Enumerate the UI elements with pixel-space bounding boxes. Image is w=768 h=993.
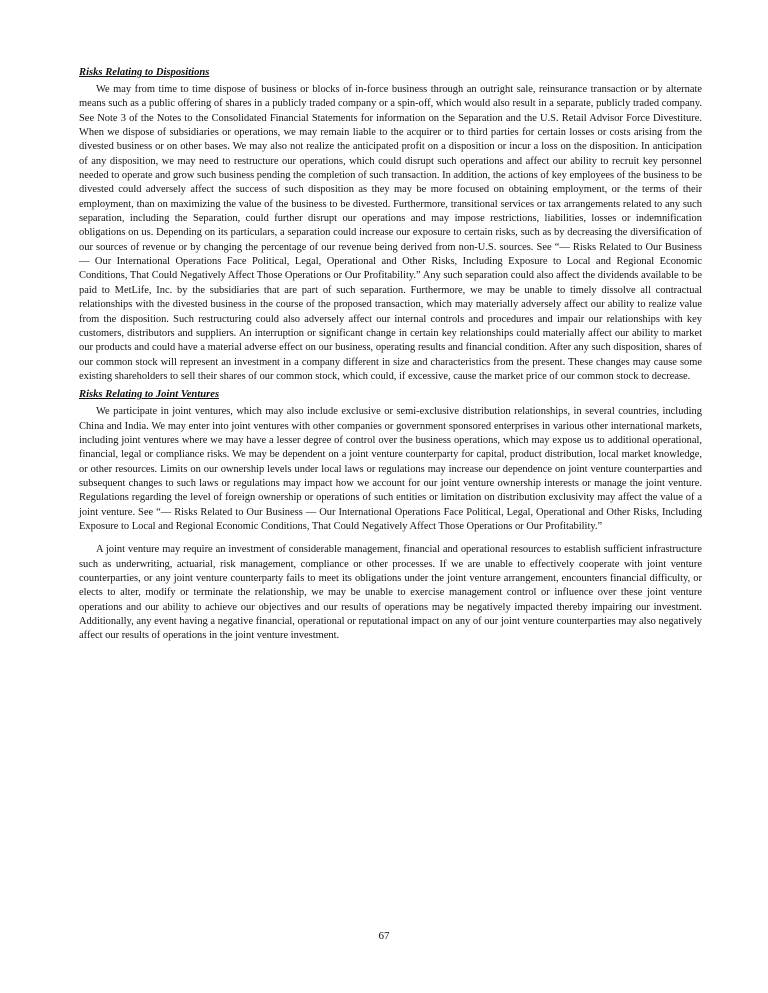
- section-heading-dispositions: Risks Relating to Dispositions: [79, 67, 210, 78]
- page-number: 67: [378, 930, 390, 942]
- section-heading-joint-ventures: Risks Relating to Joint Ventures: [79, 389, 220, 401]
- paragraph-dispositions: We may from time to time dispose of business or blocks of in-force business through an outright sale, reinsurance transaction or by alternate means such as a public offering of shares in a publicly traded company or a spin-off, which would also result in a separate, publicly traded company. See Note 3 of the Notes to the Consolidated Financial Statements for information on the Separation and the U.S. Retail Advisor Force Divestiture. When we dispose of subsidiaries or operations, we may remain liable to the acquirer or to third parties for certain losses or costs arising from the divested business or on other bases. We may also not realize the anticipated profit on a disposition or incur a loss on the disposition. In anticipation of any disposition, we may need to restructure our operations, which could disrupt such operations and affect our ability to recruit key personnel needed to operate and grow such business pending the completion of such transaction. In addition, the actions of key employees of the business to be divested could adversely affect the success of such disposition as they may be more focused on obtaining employment, or the terms of their employment, than on maximizing the value of the business to be divested. Furthermore, transitional services or tax arrangements related to any such separation, including the Separation, could further disrupt our operations and may impose restrictions, liabilities, losses or indemnification obligations on us. Depending on its particulars, a separation could increase our exposure to certain risks, such as by decreasing the diversification of our sources of revenue or by changing the percentage of our revenue being derived from non-U.S. sources. See “— Risks Related to Our Business — Our International Operations Face Political, Legal, Operational and Other Risks, Including Exposure to Local and Regional Economic Conditions, That Could Negatively Affect Those Operations or Our Profitability.” Any such separation could also affect the dividends available to be paid to MetLife, Inc. by the subsidiaries that are part of such separation. Furthermore, we may be unable to timely dissolve all contractual relationships with the divested business in the course of the proposed transaction, which may materially adversely affect our ability to realize value from the disposition. Such restructuring could also adversely affect our internal controls and procedures and impair our relationships with key customers, distributors and suppliers. An interruption or significant change in certain key relationships could materially affect our ability to market our products and could have a material adverse effect on our business, operating results and financial condition. After any such disposition, shares of our common stock will represent an investment in a company different in size and characteristics from the present. These changes may cause some existing shareholders to sell their shares of our common stock, which could, if excessive, cause the market price of our common stock to decrease.: [79, 84, 702, 382]
- document-body: [79, 66, 702, 644]
- paragraph-joint-ventures-1: We participate in joint ventures, which may also include exclusive or semi-exclusive distribution relationships, in several countries, including China and India. We may enter into joint ventures with other companies or government sponsored enterprises in various other international markets, including joint ventures where we may have a lesser degree of control over the business operations, which may expose us to additional operational, financial, legal or compliance risks. We may be dependent on a joint venture counterparty for capital, product distribution, local market knowledge, or other resources. Limits on our ownership levels under local laws or regulations may increase our dependence on joint venture counterparties and subsequent changes to such laws or regulations may impact how we account for our joint venture ownership interests or manage the joint venture. Regulations regarding the level of foreign ownership or operations of such entities or limitation on distribution exclusivity may affect the value of a joint venture. See “— Risks Related to Our Business — Our International Operations Face Political, Legal, Operational and Other Risks, Including Exposure to Local and Regional Economic Conditions, That Could Negatively Affect Those Operations or Our Profitability.”: [79, 406, 702, 532]
- paragraph-joint-ventures-2: A joint venture may require an investment of considerable management, financial and operational resources to establish sufficient infrastructure such as underwriting, actuarial, risk management, compliance or other processes. If we are unable to effectively cooperate with joint venture counterparties, or any joint venture counterparty fails to meet its obligations under the joint venture arrangement, encounters financial difficulty, or elects to alter, modify or terminate the relationship, we may be unable to exercise management control or influence over these joint venture operations and our ability to achieve our objectives and our results of operations may be negatively impacted thereby impairing our investment. Additionally, any event having a negative financial, operational or reputational impact on any of our joint venture counterparties may also negatively affect our results of operations in the joint venture investment.: [79, 544, 702, 642]
